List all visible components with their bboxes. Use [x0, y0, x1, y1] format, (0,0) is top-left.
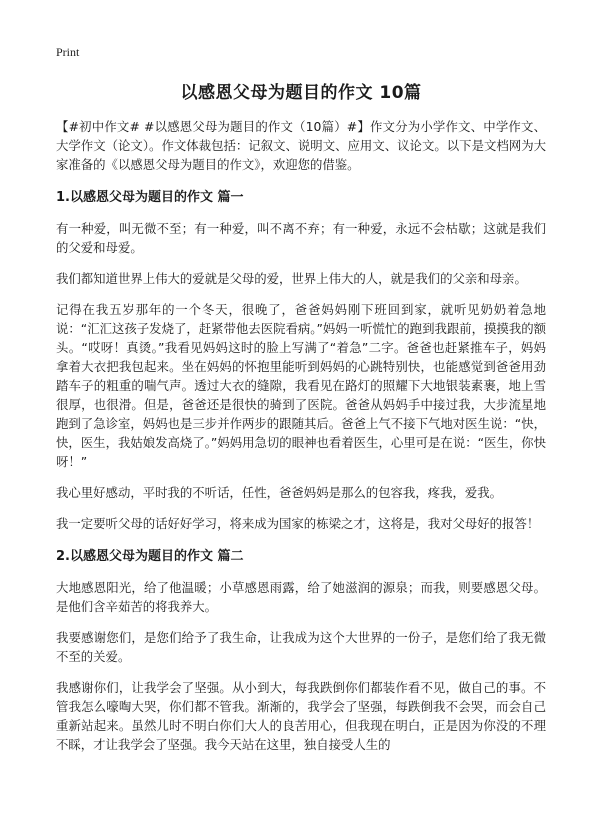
section-heading-2: 2.以感恩父母为题目的作文 篇二	[56, 549, 244, 564]
paragraph: 我要感谢您们，是您们给予了我生命，让我成为这个大世界的一份子，是您们给了我无微不至的关爱。	[56, 630, 546, 664]
paragraph: 大地感恩阳光，给了他温暖；小草感恩雨露，给了她滋润的源泉；而我，则要感恩父母。是他们含辛茹苦的将我养大。	[56, 580, 546, 614]
paragraph: 我们都知道世界上伟大的爱就是父母的爱，世界上伟大的人，就是我们的父亲和母亲。	[56, 271, 527, 286]
paragraph: 我心里好感动，平时我的不听话，任性，爸爸妈妈是那么的包容我，疼我，爱我。	[56, 485, 503, 500]
paragraph: 有一种爱，叫无微不至；有一种爱，叫不离不弃；有一种爱，永远不会枯歇；这就是我们的父爱和母爱。	[56, 221, 546, 255]
document-page	[56, 78, 546, 766]
paragraph: 记得在我五岁那年的一个冬天，很晚了，爸爸妈妈刚下班回到家，就听见奶奶着急地说：“汇汇这孩子发烧了，赶紧带他去医院看病。”妈妈一听慌忙的跑到我跟前，摸摸我的额头。“哎呀！真烫。”我看见妈妈这时的脸上写满了“着急”二字。爸爸也赶紧推车子，妈妈拿着大衣把我包起来。坐在妈妈的怀抱里能听到妈妈的心跳特别快，也能感觉到爸爸用劲踏车子的粗重的喘气声。透过大衣的缝隙，我看见在路灯的照耀下大地银装素裹，地上雪很厚，也很滑。但是，爸爸还是很快的骑到了医院。爸爸从妈妈手中接过我，大步流星地跑到了急诊室，妈妈也是三步并作两步的跟随其后。爸爸上气不接下气地对医生说：“快，快，医生，我姑娘发高烧了。”妈妈用急切的眼神也看着医生，心里可是在说：“医生，你快呀！”	[56, 302, 546, 469]
page-title: 以感恩父母为题目的作文 10篇	[180, 83, 422, 103]
section-heading-1: 1.以感恩父母为题目的作文 篇一	[56, 190, 244, 205]
print-link[interactable]: Print	[56, 45, 80, 59]
intro-paragraph: 【#初中作文# #以感恩父母为题目的作文（10篇）#】作文分为小学作文、中学作文、大学作文（论文）。作文体裁包括：记叙文、说明文、应用文、议论文。以下是文档网为大家准备的《以感恩父母为题目的作文》，欢迎您的借鉴。	[56, 119, 546, 172]
paragraph: 我感谢你们，让我学会了坚强。从小到大，每我跌倒你们都装作看不见，做自己的事。不管我怎么嚎啕大哭，你们都不管我。渐渐的，我学会了坚强，每跌倒我不会哭，而会自己重新站起来。虽然儿时不明白你们大人的良苦用心，但我现在明白，正是因为你没的不理不睬，才让我学会了坚强。我今天站在这里，独自接受人生的	[56, 680, 546, 752]
paragraph: 我一定要听父母的话好好学习，将来成为国家的栋梁之才，这将是，我对父母好的报答！	[56, 516, 540, 531]
